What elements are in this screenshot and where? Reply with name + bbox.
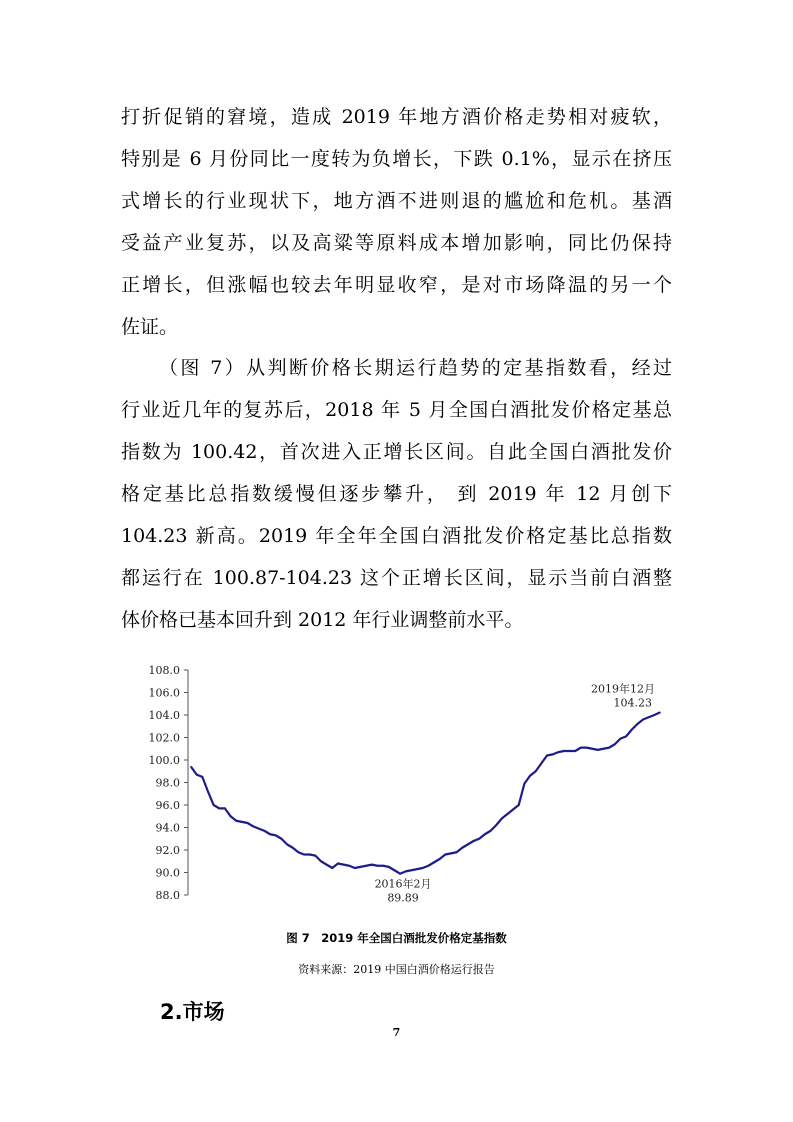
- data-point: [631, 729, 633, 731]
- data-point: [614, 743, 616, 745]
- data-point: [574, 750, 576, 752]
- data-point: [320, 860, 322, 862]
- data-point: [309, 854, 311, 856]
- text-line: 体价格已基本回升到 2012 年行业调整前水平。: [121, 609, 524, 631]
- data-point: [484, 833, 486, 835]
- annotation-label: 2019年12月: [591, 682, 655, 696]
- data-point: [348, 865, 350, 867]
- data-point: [428, 865, 430, 867]
- text-line: 正增长，但涨幅也较去年明显收窄，是对市场降温的另一个: [121, 274, 672, 296]
- data-point: [478, 838, 480, 840]
- data-point: [264, 830, 266, 832]
- data-point: [507, 813, 509, 815]
- data-point: [382, 865, 384, 867]
- paragraph-2: [121, 347, 672, 641]
- data-point: [467, 844, 469, 846]
- data-point: [456, 851, 458, 853]
- text-line: 行业近几年的复苏后，2018 年 5 月全国白酒批发价格定基总: [121, 399, 672, 421]
- data-point: [563, 750, 565, 752]
- data-point: [247, 822, 249, 824]
- text-line: 打折促销的窘境，造成 2019 年地方酒价格走势相对疲软，: [121, 106, 672, 128]
- data-point: [608, 747, 610, 749]
- annotation-value: 89.89: [387, 891, 419, 905]
- data-point: [422, 867, 424, 869]
- annotation-label: 2016年2月: [374, 877, 432, 891]
- figure-source: 资料来源：2019 中国白酒价格运行报告: [298, 963, 495, 976]
- data-point: [326, 864, 328, 866]
- data-point: [241, 821, 243, 823]
- data-point: [394, 869, 396, 871]
- y-tick-label: 94.0: [155, 821, 180, 835]
- figure-caption: 图 7 2019 年全国白酒批发价格定基指数: [286, 931, 507, 945]
- text-line: 指数为 100.42，首次进入正增长区间。自此全国白酒批发价: [121, 441, 672, 463]
- text-line: 都运行在 100.87-104.23 这个正增长区间，显示当前白酒整: [121, 567, 672, 589]
- data-point: [637, 723, 639, 725]
- data-point: [224, 808, 226, 810]
- page-number: 7: [392, 1026, 401, 1039]
- data-point: [377, 865, 379, 867]
- data-point: [202, 776, 204, 778]
- data-point: [529, 775, 531, 777]
- data-point: [252, 826, 254, 828]
- data-point: [648, 716, 650, 718]
- text-line: 104.23 新高。2019 年全年全国白酒批发价格定基比总指数: [121, 525, 672, 547]
- data-point: [450, 853, 452, 855]
- data-point: [524, 783, 526, 785]
- text-line: 格定基比总指数缓慢但逐步攀升， 到 2019 年 12 月创下: [121, 483, 672, 505]
- data-point: [190, 766, 192, 768]
- data-point: [642, 719, 644, 721]
- data-point: [433, 862, 435, 864]
- data-point: [490, 830, 492, 832]
- data-point: [512, 809, 514, 811]
- data-point: [337, 863, 339, 865]
- section-heading: 2.市场: [160, 1000, 225, 1024]
- data-point: [569, 750, 571, 752]
- data-point: [591, 748, 593, 750]
- data-point: [580, 747, 582, 749]
- y-tick-label: 102.0: [148, 731, 180, 745]
- data-point: [230, 815, 232, 817]
- text-line: 式增长的行业现状下，地方酒不进则退的尴尬和危机。基酒: [121, 190, 672, 212]
- data-point: [625, 736, 627, 738]
- data-point: [298, 851, 300, 853]
- text-line: 受益产业复苏，以及高粱等原料成本增加影响，同比仍保持: [121, 232, 672, 254]
- data-point: [586, 747, 588, 749]
- data-point: [439, 858, 441, 860]
- text-line: （图 7）从判断价格长期运行趋势的定基指数看，经过: [159, 357, 672, 379]
- data-point: [218, 808, 220, 810]
- data-point: [552, 754, 554, 756]
- data-point: [405, 871, 407, 873]
- data-point: [196, 774, 198, 776]
- data-point: [473, 840, 475, 842]
- data-point: [331, 867, 333, 869]
- data-point: [557, 751, 559, 753]
- text-line: 佐证。: [121, 316, 179, 338]
- data-point: [399, 873, 401, 875]
- data-point: [365, 865, 367, 867]
- y-tick-label: 104.0: [148, 709, 180, 722]
- data-point: [269, 833, 271, 835]
- y-tick-label: 96.0: [155, 799, 180, 812]
- data-point: [292, 847, 294, 849]
- data-point: [213, 804, 215, 806]
- chart-svg: [120, 650, 680, 920]
- data-point: [207, 791, 209, 793]
- data-point: [518, 804, 520, 806]
- data-point: [597, 749, 599, 751]
- data-point: [235, 820, 237, 822]
- data-point: [303, 854, 305, 856]
- data-point: [371, 864, 373, 866]
- data-point: [388, 866, 390, 868]
- y-tick-label: 100.0: [148, 754, 180, 767]
- y-tick-label: 92.0: [155, 844, 180, 857]
- y-tick-label: 90.0: [155, 866, 180, 880]
- data-point: [541, 763, 543, 765]
- data-point: [315, 855, 317, 857]
- data-point: [343, 864, 345, 866]
- data-point: [411, 869, 413, 871]
- data-point: [501, 818, 503, 820]
- y-tick-label: 106.0: [148, 686, 180, 700]
- data-point: [360, 866, 362, 868]
- data-point: [495, 824, 497, 826]
- price-index-chart: [120, 650, 680, 920]
- data-point: [535, 770, 537, 772]
- data-point: [444, 854, 446, 856]
- y-tick-label: 108.0: [148, 664, 180, 677]
- data-point: [258, 828, 260, 830]
- data-point: [286, 844, 288, 846]
- y-tick-label: 98.0: [155, 776, 180, 790]
- data-point: [461, 847, 463, 849]
- text-line: 特别是 6 月份同比一度转为负增长，下跌 0.1%，显示在挤压: [121, 148, 672, 170]
- annotation-value: 104.23: [613, 696, 652, 710]
- data-point: [354, 867, 356, 869]
- data-point: [603, 748, 605, 750]
- paragraph-1: [121, 96, 672, 348]
- data-point: [659, 712, 661, 714]
- data-point: [546, 755, 548, 757]
- y-tick-label: 88.0: [155, 889, 180, 902]
- data-point: [620, 738, 622, 740]
- data-point: [654, 714, 656, 716]
- data-point: [281, 838, 283, 840]
- data-point: [416, 868, 418, 870]
- data-point: [275, 835, 277, 837]
- series-line: [191, 712, 660, 873]
